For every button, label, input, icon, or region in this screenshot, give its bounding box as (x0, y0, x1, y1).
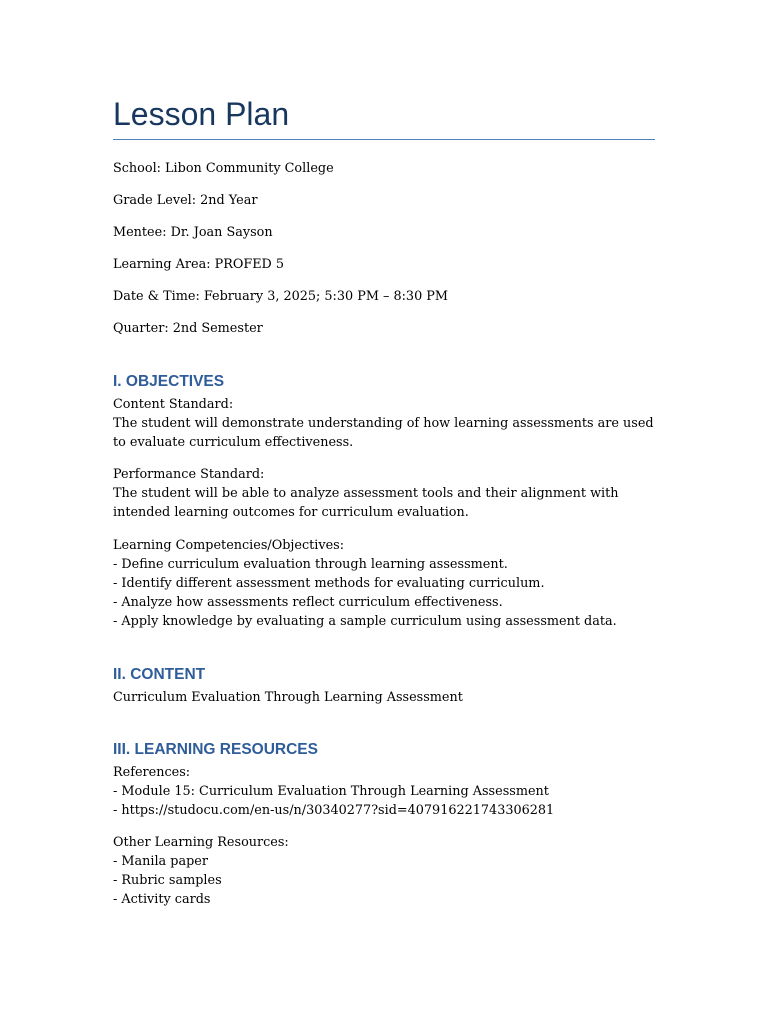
list-item: - Manila paper (113, 854, 208, 869)
content-standard-block (113, 395, 655, 452)
meta-school: School: Libon Community College (113, 161, 334, 176)
page-title: Lesson Plan (113, 96, 290, 132)
competencies-label: Learning Competencies/Objectives: (113, 538, 345, 553)
meta-quarter: Quarter: 2nd Semester (113, 321, 263, 336)
other-resources-label: Other Learning Resources: (113, 835, 289, 850)
list-item: - Define curriculum evaluation through learning assessment. (113, 557, 508, 572)
performance-standard-text: The student will be able to analyze assessment tools and their alignment with intended learning outcomes for curriculum evaluation. (113, 486, 619, 520)
objectives-heading: I. OBJECTIVES (113, 373, 225, 390)
list-item: - Rubric samples (113, 873, 222, 888)
meta-mentee: Mentee: Dr. Joan Sayson (113, 225, 273, 240)
references-block (113, 763, 655, 820)
performance-standard-label: Performance Standard: (113, 467, 265, 482)
meta-grade-level: Grade Level: 2nd Year (113, 193, 258, 208)
list-item: - Activity cards (113, 892, 211, 907)
resources-section (113, 739, 655, 761)
content-text-block (113, 688, 655, 707)
references-label: References: (113, 765, 191, 780)
competencies-block (113, 536, 655, 631)
content-standard-text: The student will demonstrate understanding of how learning assessments are used to evaluate curriculum effectiveness. (113, 416, 654, 450)
list-item: - Module 15: Curriculum Evaluation Through Learning Assessment (113, 784, 549, 799)
list-item: - Analyze how assessments reflect curriculum effectiveness. (113, 595, 503, 610)
content-heading: II. CONTENT (113, 666, 206, 683)
objectives-section (113, 371, 655, 393)
list-item: - Apply knowledge by evaluating a sample curriculum using assessment data. (113, 614, 617, 629)
title-divider (113, 139, 655, 140)
meta-date-time: Date & Time: February 3, 2025; 5:30 PM – 8:30 PM (113, 289, 448, 304)
list-item: - Identify different assessment methods for evaluating curriculum. (113, 576, 545, 591)
performance-standard-block (113, 465, 655, 522)
reference-link: - https://studocu.com/en-us/n/30340277?sid=407916221743306281 (113, 803, 555, 818)
content-section (113, 664, 655, 686)
resources-heading: III. LEARNING RESOURCES (113, 741, 318, 758)
meta-learning-area: Learning Area: PROFED 5 (113, 257, 285, 272)
content-text: Curriculum Evaluation Through Learning Assessment (113, 690, 463, 705)
content-standard-label: Content Standard: (113, 397, 234, 412)
other-resources-block (113, 833, 655, 909)
